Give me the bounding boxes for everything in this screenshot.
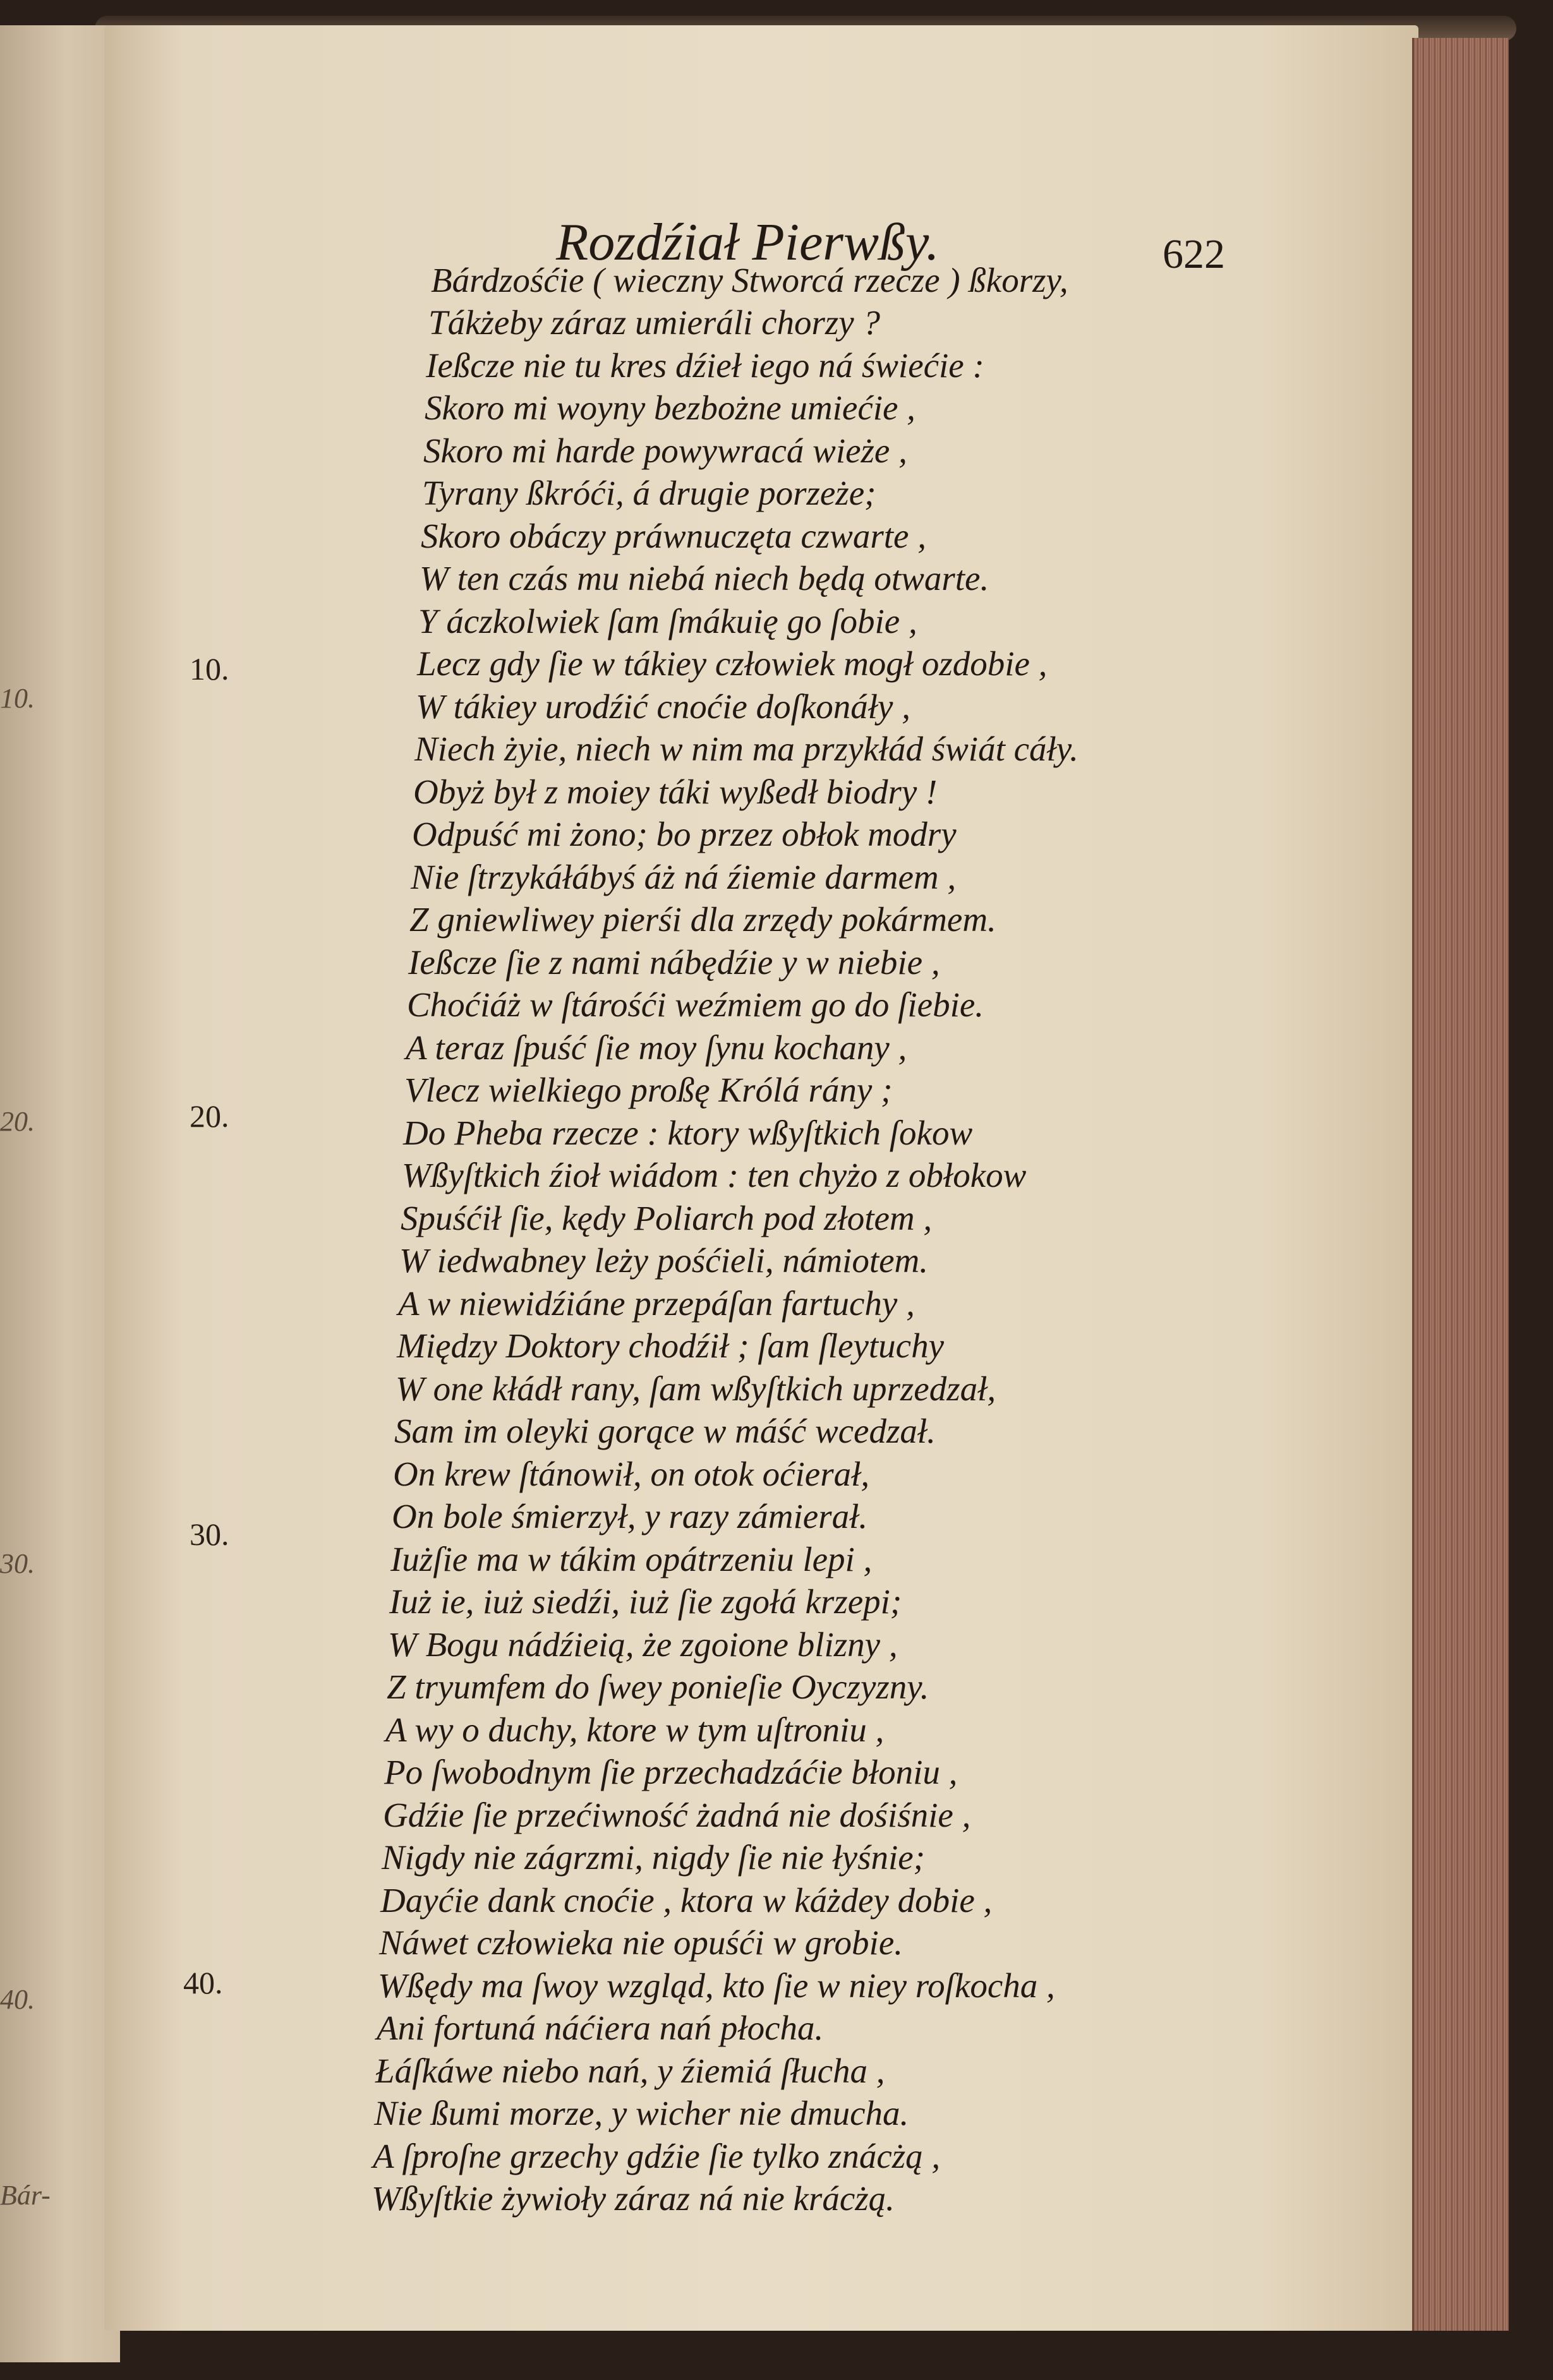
verse-line: Nigdy nie zágrzmi, nigdy ſie nie łyśnie; [382,1838,925,1877]
verse-line: Nie ſtrzykáłábyś áż ná źiemie darmem , [411,858,957,896]
verse-line: A w niewidźiáne przepáſan fartuchy , [398,1284,915,1323]
verse-line: A wy o duchy, ktore w tym uſtroniu , [385,1710,885,1749]
verse-line: Ießcze nie tu kres dźieł iego ná świećie : [426,346,984,385]
verse-line: Z tryumfem do ſwey ponieſie Oyczyzny. [387,1668,929,1706]
verse-line: A ſproſne grzechy gdźie ſie tylko znácżą , [373,2137,941,2175]
signature-mark: Sssss2. [701,2330,795,2366]
verse-line: Spuśćił ſie, kędy Poliarch pod złotem , [401,1199,933,1237]
verse-line: Skoro obáczy práwnuczęta czwarte , [421,517,926,555]
line-number-30: 30. [190,1517,229,1552]
verse-line: Do Pheba rzecze : ktory wßyſtkich ſokow [403,1114,973,1152]
verse-line: Náwet człowieka nie opuśći w grobie. [379,1923,903,1962]
verse-line: Nie ßumi morze, y wicher nie dmucha. [374,2094,909,2132]
verse-line: W tákiey urodźić cnoćie doſkonáły , [416,687,910,726]
verse-line: Ießcze ſie z nami nábędźie y w niebie , [408,943,940,982]
verse-line: W one kłádł rany, ſam wßyſtkich uprzedzał, [396,1369,996,1408]
verse-line: Skoro mi harde powywracá wieże , [423,431,907,470]
verse-line: Vlecz wielkiego proßę Królá rány ; [404,1071,893,1109]
verse-line: On krew ſtánowił, on otok oćierał, [393,1455,870,1493]
line-number-10: 10. [190,651,229,687]
verse-line: Niech żyie, niech w nim ma przykłád świát cáły. [414,730,1079,768]
left-mark: 20. [0,1106,35,1137]
verse-line: W iedwabney leży pośćieli, námiotem. [399,1241,929,1280]
verse-line: Wßędy ma ſwoy wzgląd, kto ſie w niey roſkocha , [378,1966,1055,2005]
verse-line: Odpuść mi żono; bo przez obłok modry [412,815,957,853]
verse-line: Lecz gdy ſie w tákiey człowiek mogł ozdobie , [417,644,1048,683]
verse-line: Dayćie dank cnoćie , ktora w káżdey dobie , [380,1881,993,1920]
verse-line: Obyż był z moiey táki wyßedł biodry ! [413,772,938,811]
verse-line: A teraz ſpuść ſie moy ſynu kochany , [406,1028,907,1067]
verse-line: Łáſkáwe niebo nań, y źiemiá ſłucha , [375,2052,885,2090]
verse-line: Sam im oleyki gorące w máść wcedzał. [394,1412,936,1450]
left-mark: 10. [0,683,35,714]
verse-line: Skoro mi woyny bezbożne umiećie , [425,388,915,427]
line-number-20: 20. [190,1098,229,1134]
verse-line: Tyrany ßkróći, á drugie porzeże; [422,474,876,512]
page-title: Rozdźiał Pierwßy. [556,213,940,272]
line-number-40: 40. [183,1965,223,2000]
left-mark: Bár- [0,2180,51,2211]
verse-line: Między Doktory chodźił ; ſam ſleytuchy [397,1326,944,1365]
verse-line: On bole śmierzył, y razy zámierał. [392,1497,868,1536]
left-mark: 40. [0,1984,35,2015]
verse-line: Tákżeby záraz umieráli chorzy ? [428,303,880,342]
verse-line: Gdźie ſie przećiwność żadná nie dośiśnie , [383,1796,971,1834]
verse-line: W ten czás mu niebá niech będą otwarte. [420,559,989,598]
verse-line: Po ſwobodnym ſie przechadzáćie błoniu , [384,1753,958,1791]
verse-line: W Bogu nádźieią, że zgoione blizny , [388,1625,898,1664]
verse-line: Iużſie ma w tákim opátrzeniu lepi , [390,1540,873,1578]
verse-line: Wßyſtkich źioł wiádom : ten chyżo z obłokow [402,1156,1027,1194]
verse-line: Z gniewliwey pierśi dla zrzędy pokármem. [409,900,996,939]
verse-line: Bárdzośćie ( wieczny Stworcá rzecze ) ßkorzy, [431,261,1068,299]
page-number: 622 [1163,231,1225,277]
verse-line: Ani fortuná náćiera nań płocha. [377,2009,824,2047]
verse-line: Y áczkolwiek ſam ſmákuię go ſobie , [418,602,917,640]
verse-line: Wßyſtkie żywioły záraz ná nie krácżą. [372,2179,895,2218]
left-mark: 30. [0,1548,35,1579]
verse-line: Choćiáż w ſtárośći weźmiem go do ſiebie. [407,985,984,1024]
verse-line: Iuż ie, iuż siedźi, iuż ſie zgołá krzepi; [389,1582,902,1621]
catchword: Ieśli [1140,2330,1197,2366]
